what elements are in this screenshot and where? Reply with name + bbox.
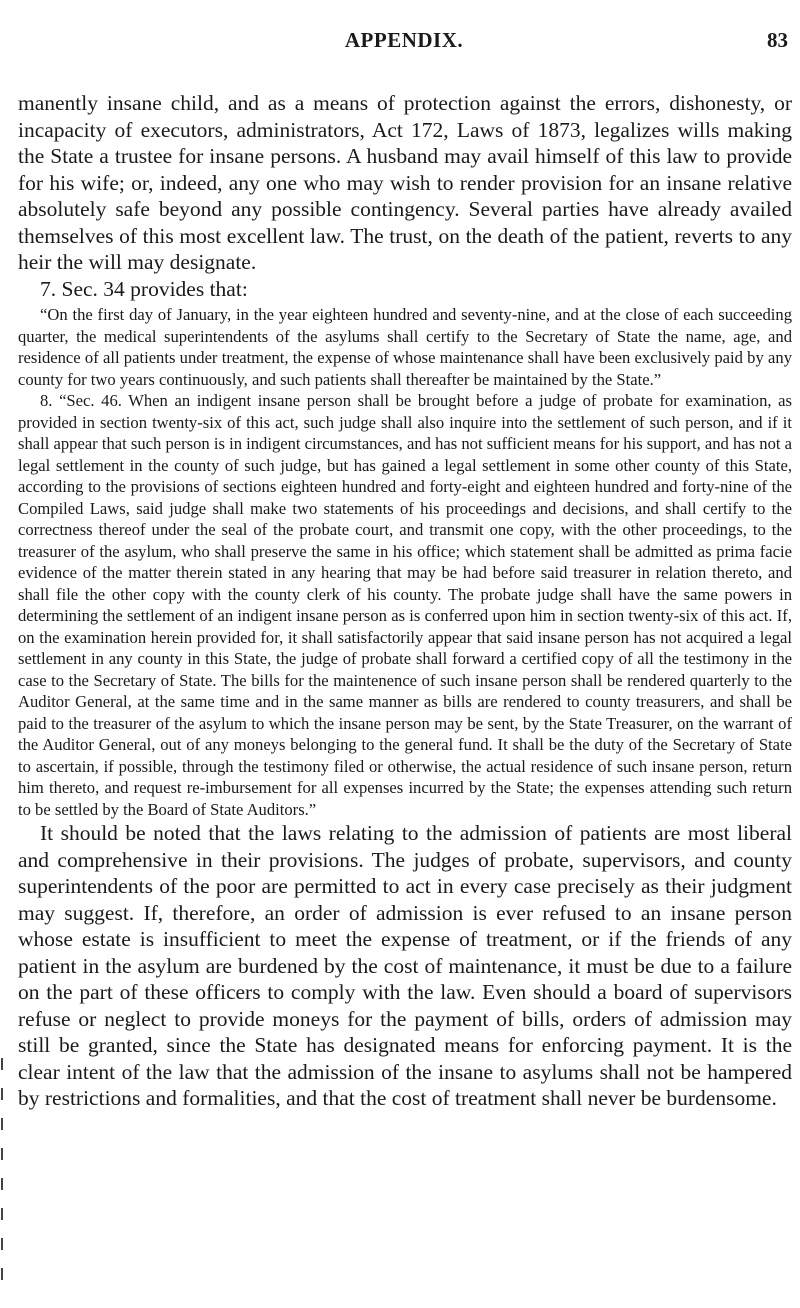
running-title: APPENDIX.	[344, 28, 464, 52]
page-body	[18, 90, 792, 1112]
paragraph-admission-laws: It should be noted that the laws relating to the admission of patients are most liberal and comprehensive in their provisions. The judges of probate, supervisors, and county superintendents of the poor are permitted to act in every case precisely as their judgment may suggest. If, therefore, an order of admission is ever refused to an insane person whose estate is insufficient to meet the expense of treatment, or if the friends of any patient in the asylum are burdened by the cost of maintenance, it must be due to a failure on the part of these officers to comply with the law. Even should a board of supervisors refuse or neglect to provide moneys for the payment of bills, orders of admission may still be granted, since the State has designated means for enforcing payment. It is the clear intent of the law that the admission of the insane to asylums shall not be hampered by restrictions and formalities, and that the cost of treatment shall never be burdensome.	[18, 821, 792, 1110]
page-number: 83	[767, 28, 788, 52]
running-header	[20, 22, 788, 62]
quote-section-46: 8. “Sec. 46. When an indigent insane person shall be brought before a judge of probate for examination, as provided in section twenty-six of this act, such judge shall also inquire into the settlement of such person, and if it shall appear that such person is in indigent circumstances, and has not sufficient means for his support, and has not a legal settlement in the county of such judge, but has gained a legal settlement in some other county of this State, according to the provisions of sections eighteen hundred and forty-eight and eighteen hundred and forty-nine of the Compiled Laws, said judge shall make two statements of his proceedings and decisions, and shall certify to the correctness thereof under the seal of the probate court, and transmit one copy, with the other proceedings, to the treasurer of the asylum, who shall preserve the same in his office; which statement shall be admitted as prima facie evidence of the matter therein stated in any hearing that may be had before said treasurer in relation thereto, and shall file the other copy with the county clerk of his county. The probate judge shall have the same powers in determining the settlement of an indigent insane person as is conferred upon him in section twenty-six of this act. If, on the examination herein provided for, it shall satisfactorily appear that said insane person has not acquired a legal settlement in any county in this State, the judge of probate shall forward a certified copy of all the testimony in the case to the Secretary of State. The bills for the maintenence of such insane person shall be rendered quarterly to the Auditor General, at the same time and in the same manner as bills are rendered to county treasurers, and shall be paid to the treasurer of the asylum to which the insane person may be sent, by the State Treasurer, on the warrant of the Auditor General, out of any moneys belonging to the general fund. It shall be the duty of the Secretary of State to ascertain, if possible, through the testimony filed or otherwise, the actual residence of such insane person, return him thereto, and request re-imbursement for all expenses incurred by the State; the expenses attending such return to be settled by the Board of State Auditors.”	[18, 391, 792, 819]
paragraph-section-34-intro: 7. Sec. 34 provides that:	[40, 276, 248, 301]
paragraph-trust-law: manently insane child, and as a means of protection against the errors, dishonesty, or incapacity of executors, administrators, Act 172, Laws of 1873, legalizes wills making the State a trustee for insane persons. A husband may avail himself of this law to provide for his wife; or, indeed, any one who may wish to render provision for an insane relative absolutely safe beyond any possible contingency. Several parties have already availed themselves of this most excellent law. The trust, on the death of the patient, reverts to any heir the will may designate.	[18, 91, 792, 274]
quote-section-34: “On the first day of January, in the year eighteen hundred and seventy-nine, and at the close of each succeeding quarter, the medical superintendents of the asylums shall certify to the Secretary of State the name, age, and residence of all patients under treatment, the expense of whose maintenance shall have been exclusively paid by any county for two years continuously, and such patients shall thereafter be maintained by the State.”	[18, 305, 792, 389]
binding-edge-marks	[0, 1040, 6, 1300]
